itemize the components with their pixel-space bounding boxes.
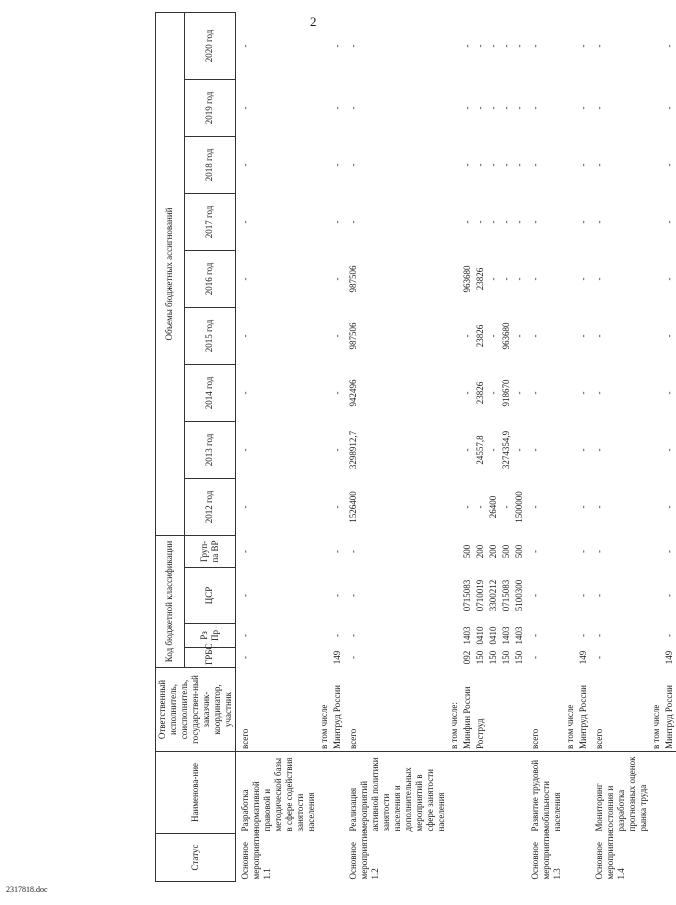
year-value-cell: -	[475, 220, 485, 224]
rz-pr-cell: -	[594, 634, 604, 637]
year-value-cell: 23826	[475, 324, 485, 348]
name-cell: Разработка нормативной правовой и методической базы в сфере содействия занятости населения	[240, 757, 316, 832]
name-cell	[331, 752, 344, 834]
csr-cell: 0710019	[475, 579, 485, 612]
status-cell	[500, 834, 513, 882]
year-value-cell: -	[488, 334, 498, 338]
year-value-cell: -	[530, 277, 540, 281]
year-value-cell: -	[488, 44, 498, 48]
csr-cell	[318, 568, 331, 624]
year-value-cell: -	[501, 163, 511, 167]
year-value-cell: -	[348, 44, 358, 48]
year-value-cell: -	[514, 391, 524, 395]
year-value-cell: -	[514, 220, 524, 224]
responsible-cell: Роструд	[474, 668, 487, 752]
year-value-cell: -	[578, 505, 588, 509]
year-value-cell: -	[664, 334, 674, 338]
year-value-cell	[318, 12, 331, 79]
grbs-cell: 149	[578, 650, 588, 665]
name-cell	[513, 752, 526, 834]
name-cell	[577, 752, 590, 834]
name-cell	[487, 752, 500, 834]
year-value-cell: -	[664, 391, 674, 395]
year-value-cell: -	[462, 163, 472, 167]
grbs-cell: 149	[332, 650, 342, 665]
year-value-cell: -	[501, 505, 511, 509]
table-row	[590, 12, 650, 881]
table-row	[474, 12, 487, 881]
name-cell	[318, 752, 331, 834]
year-value-cell	[650, 478, 663, 535]
year-value-cell: 963680	[501, 322, 511, 350]
status-cell	[513, 834, 526, 882]
responsible-cell: Минтруд России	[331, 668, 344, 752]
header-csr: ЦСР	[184, 568, 235, 624]
table-row	[448, 12, 461, 881]
header-year: 2020 год	[184, 12, 235, 79]
table-row	[331, 12, 344, 881]
vr-cell	[318, 535, 331, 567]
document-id: 2317818.doc	[6, 885, 48, 894]
grbs-cell: 150	[501, 650, 511, 665]
year-value-cell	[448, 136, 461, 193]
name-cell	[650, 752, 663, 834]
table-row	[500, 12, 513, 881]
rz-pr-cell: 1403	[462, 626, 472, 645]
year-value-cell	[650, 193, 663, 250]
year-value-cell: -	[332, 277, 342, 281]
year-value-cell: -	[664, 448, 674, 452]
vr-cell: 500	[462, 544, 472, 559]
table-row	[526, 12, 564, 881]
year-value-cell: 942496	[348, 379, 358, 407]
year-value-cell: -	[475, 163, 485, 167]
year-value-cell: -	[240, 505, 250, 509]
year-value-cell: 3274354,9	[501, 430, 511, 470]
csr-cell: -	[664, 594, 674, 597]
year-value-cell: -	[240, 106, 250, 110]
year-value-cell: -	[594, 106, 604, 110]
year-value-cell: -	[462, 334, 472, 338]
vr-cell	[448, 535, 461, 567]
year-value-cell	[564, 421, 577, 478]
year-value-cell: -	[578, 44, 588, 48]
year-value-cell	[318, 364, 331, 421]
vr-cell: 200	[488, 544, 498, 559]
year-value-cell	[564, 307, 577, 364]
header-volumes: Объемы бюджетных ассигнований	[156, 12, 185, 535]
header-year: 2019 год	[184, 79, 235, 136]
year-value-cell: -	[475, 106, 485, 110]
year-value-cell	[564, 478, 577, 535]
grbs-cell: -	[530, 656, 540, 659]
year-value-cell: -	[488, 106, 498, 110]
year-value-cell: 963680	[462, 265, 472, 293]
header-name: Наименова-ние	[156, 752, 236, 834]
header-status: Статус	[156, 834, 236, 882]
vr-cell: -	[578, 550, 588, 553]
year-value-cell: -	[488, 220, 498, 224]
grbs-cell	[564, 648, 577, 668]
year-value-cell	[448, 193, 461, 250]
responsible-cell: Минтруд России	[663, 668, 676, 752]
year-value-cell: -	[594, 277, 604, 281]
responsible-cell: всего	[236, 668, 319, 752]
year-value-cell	[318, 193, 331, 250]
status-cell	[487, 834, 500, 882]
name-cell	[663, 752, 676, 834]
year-value-cell: -	[594, 220, 604, 224]
header-year: 2017 год	[184, 193, 235, 250]
csr-cell: -	[332, 594, 342, 597]
year-value-cell: -	[578, 163, 588, 167]
year-value-cell	[448, 364, 461, 421]
name-cell: Мониторинг состояния и разработка прогнозных оценок рынка труда	[594, 756, 648, 832]
year-value-cell	[650, 250, 663, 307]
year-value-cell: 26400	[488, 495, 498, 519]
header-responsible: Ответственный исполнитель, соисполнитель, государствен-ный заказчик-координатор, участник	[156, 668, 236, 752]
year-value-cell: 23826	[475, 267, 485, 291]
name-cell	[564, 752, 577, 834]
year-value-cell: -	[475, 44, 485, 48]
year-value-cell: -	[488, 391, 498, 395]
year-value-cell: -	[240, 448, 250, 452]
year-value-cell: -	[501, 220, 511, 224]
year-value-cell: -	[530, 505, 540, 509]
grbs-cell: 150	[488, 650, 498, 665]
responsible-cell: Минфин России	[461, 668, 474, 752]
year-value-cell: -	[240, 277, 250, 281]
status-cell	[650, 834, 663, 882]
year-value-cell: -	[578, 448, 588, 452]
csr-cell: -	[530, 594, 540, 597]
rz-pr-cell	[564, 624, 577, 648]
responsible-cell: всего	[344, 668, 448, 752]
rz-pr-cell: -	[578, 634, 588, 637]
status-cell: Основное мероприятие 1.3	[530, 829, 562, 880]
responsible-cell: Минтруд России	[577, 668, 590, 752]
grbs-cell	[650, 648, 663, 668]
year-value-cell	[448, 250, 461, 307]
table-body	[236, 12, 676, 881]
year-value-cell: -	[664, 220, 674, 224]
year-value-cell	[564, 12, 577, 79]
year-value-cell: -	[530, 448, 540, 452]
year-value-cell: -	[240, 163, 250, 167]
rz-pr-cell: 0410	[488, 626, 498, 645]
name-cell: Реализация мероприятий активной политики занятости населения и дополнительных мероприятий в сфере занятости населения	[348, 757, 446, 832]
year-value-cell: -	[488, 163, 498, 167]
year-value-cell: -	[462, 391, 472, 395]
status-cell: Основное мероприятие 1.2	[348, 829, 380, 880]
rz-pr-cell: -	[664, 634, 674, 637]
table-row	[236, 12, 319, 881]
table-row	[344, 12, 448, 881]
year-value-cell: -	[462, 220, 472, 224]
table-row	[663, 12, 676, 881]
year-value-cell: -	[332, 163, 342, 167]
year-value-cell: 1500000	[514, 491, 524, 523]
grbs-cell: 150	[475, 650, 485, 665]
year-value-cell	[448, 421, 461, 478]
year-value-cell: -	[240, 220, 250, 224]
year-value-cell: -	[594, 163, 604, 167]
year-value-cell: -	[332, 334, 342, 338]
csr-cell: -	[578, 594, 588, 597]
year-value-cell: -	[475, 505, 485, 509]
year-value-cell: -	[332, 391, 342, 395]
year-value-cell: -	[332, 505, 342, 509]
year-value-cell: -	[530, 334, 540, 338]
responsible-cell	[487, 668, 500, 752]
year-value-cell: -	[332, 44, 342, 48]
budget-table	[155, 12, 676, 882]
year-value-cell: -	[488, 277, 498, 281]
year-value-cell: -	[530, 391, 540, 395]
year-value-cell: -	[594, 505, 604, 509]
year-value-cell	[448, 12, 461, 79]
status-cell	[448, 834, 461, 882]
year-value-cell	[650, 12, 663, 79]
year-value-cell: -	[348, 163, 358, 167]
year-value-cell	[564, 79, 577, 136]
year-value-cell: -	[664, 505, 674, 509]
header-year: 2014 год	[184, 364, 235, 421]
year-value-cell: -	[664, 163, 674, 167]
name-cell	[461, 752, 474, 834]
year-value-cell	[318, 478, 331, 535]
grbs-cell: -	[348, 656, 358, 659]
year-value-cell: -	[530, 163, 540, 167]
year-value-cell	[318, 136, 331, 193]
rz-pr-cell: -	[530, 634, 540, 637]
year-value-cell	[650, 79, 663, 136]
year-value-cell: -	[348, 106, 358, 110]
responsible-cell: всего	[526, 668, 564, 752]
responsible-cell: всего	[590, 668, 650, 752]
year-value-cell	[650, 136, 663, 193]
rz-pr-cell: -	[348, 634, 358, 637]
csr-cell: -	[240, 594, 250, 597]
table-row	[564, 12, 577, 881]
year-value-cell: -	[578, 391, 588, 395]
status-cell	[663, 834, 676, 882]
responsible-cell: в том числе	[318, 668, 331, 752]
rz-pr-cell: -	[240, 634, 250, 637]
year-value-cell: -	[594, 334, 604, 338]
csr-cell: 3300212	[488, 579, 498, 612]
header-vr: Груп-па ВР	[184, 535, 235, 567]
grbs-cell: 150	[514, 650, 524, 665]
year-value-cell: -	[578, 277, 588, 281]
year-value-cell: -	[501, 277, 511, 281]
year-value-cell: 987506	[348, 265, 358, 293]
vr-cell: -	[530, 550, 540, 553]
year-value-cell	[318, 307, 331, 364]
rz-pr-cell: 1403	[514, 626, 524, 645]
vr-cell: 500	[501, 544, 511, 559]
year-value-cell	[650, 364, 663, 421]
header-grbs: ГРБС	[184, 648, 235, 668]
rz-pr-cell: 1403	[501, 626, 511, 645]
year-value-cell: -	[501, 44, 511, 48]
rz-pr-cell	[650, 624, 663, 648]
year-value-cell: -	[332, 220, 342, 224]
year-value-cell: 24557,8	[475, 435, 485, 465]
vr-cell	[650, 535, 663, 567]
csr-cell: -	[348, 594, 358, 597]
year-value-cell: -	[578, 220, 588, 224]
year-value-cell	[448, 307, 461, 364]
header-budget-code: Код бюджетной классификации	[156, 535, 185, 667]
year-value-cell: -	[530, 220, 540, 224]
year-value-cell: -	[578, 334, 588, 338]
status-cell	[474, 834, 487, 882]
csr-cell: 0715083	[462, 579, 472, 612]
grbs-cell: -	[594, 656, 604, 659]
year-value-cell	[650, 421, 663, 478]
grbs-cell: -	[240, 656, 250, 659]
year-value-cell	[318, 79, 331, 136]
rz-pr-cell: 0410	[475, 626, 485, 645]
year-value-cell: -	[664, 277, 674, 281]
year-value-cell: 1526400	[348, 491, 358, 523]
year-value-cell	[318, 250, 331, 307]
vr-cell: -	[348, 550, 358, 553]
status-cell	[564, 834, 577, 882]
vr-cell: -	[240, 550, 250, 553]
table-row	[487, 12, 500, 881]
csr-cell	[650, 568, 663, 624]
csr-cell	[564, 568, 577, 624]
year-value-cell	[564, 364, 577, 421]
year-value-cell: -	[530, 44, 540, 48]
name-cell	[500, 752, 513, 834]
header-year: 2018 год	[184, 136, 235, 193]
year-value-cell: -	[462, 44, 472, 48]
page-number: 2	[310, 14, 317, 29]
grbs-cell	[448, 648, 461, 668]
year-value-cell: 918670	[501, 379, 511, 407]
header-year: 2015 год	[184, 307, 235, 364]
table-row	[461, 12, 474, 881]
year-value-cell: -	[514, 163, 524, 167]
header-year: 2016 год	[184, 250, 235, 307]
responsible-cell	[513, 668, 526, 752]
vr-cell: 500	[514, 544, 524, 559]
year-value-cell: -	[514, 106, 524, 110]
year-value-cell: 3298912,7	[348, 430, 358, 470]
status-cell	[318, 834, 331, 882]
year-value-cell: -	[501, 106, 511, 110]
year-value-cell: -	[514, 277, 524, 281]
year-value-cell: -	[594, 44, 604, 48]
year-value-cell: -	[488, 448, 498, 452]
rotated-table-container	[155, 17, 674, 882]
year-value-cell: -	[240, 391, 250, 395]
year-value-cell: -	[348, 220, 358, 224]
year-value-cell: -	[462, 106, 472, 110]
grbs-cell	[318, 648, 331, 668]
responsible-cell: в том числе	[564, 668, 577, 752]
year-value-cell: -	[332, 106, 342, 110]
year-value-cell	[318, 421, 331, 478]
name-cell	[448, 752, 461, 834]
year-value-cell: -	[240, 334, 250, 338]
responsible-cell: в том числе:	[448, 668, 461, 752]
csr-cell: -	[594, 594, 604, 597]
year-value-cell: -	[594, 448, 604, 452]
header-year: 2013 год	[184, 421, 235, 478]
csr-cell: 0715083	[501, 579, 511, 612]
table-row	[577, 12, 590, 881]
vr-cell: -	[332, 550, 342, 553]
vr-cell: -	[664, 550, 674, 553]
rz-pr-cell	[448, 624, 461, 648]
grbs-cell: 092	[462, 650, 472, 665]
header-year: 2012 год	[184, 478, 235, 535]
year-value-cell: -	[240, 44, 250, 48]
year-value-cell: -	[514, 448, 524, 452]
year-value-cell: -	[530, 106, 540, 110]
year-value-cell	[650, 307, 663, 364]
year-value-cell	[564, 250, 577, 307]
year-value-cell: -	[462, 505, 472, 509]
year-value-cell	[448, 478, 461, 535]
vr-cell: -	[594, 550, 604, 553]
year-value-cell: -	[578, 106, 588, 110]
year-value-cell: -	[514, 44, 524, 48]
vr-cell	[564, 535, 577, 567]
rz-pr-cell	[318, 624, 331, 648]
status-cell	[331, 834, 344, 882]
status-cell: Основное мероприятие 1.1	[240, 829, 272, 880]
table-row	[650, 12, 663, 881]
year-value-cell	[564, 193, 577, 250]
year-value-cell: -	[664, 44, 674, 48]
year-value-cell: -	[514, 334, 524, 338]
name-cell: Развитие трудовой мобильности населения	[530, 759, 562, 832]
year-value-cell: 23826	[475, 381, 485, 405]
responsible-cell	[500, 668, 513, 752]
year-value-cell: -	[594, 391, 604, 395]
year-value-cell: -	[462, 448, 472, 452]
header-rz-pr: Рз Пр	[184, 624, 235, 648]
table-row	[318, 12, 331, 881]
grbs-cell: 149	[664, 650, 674, 665]
status-cell	[577, 834, 590, 882]
table-row	[513, 12, 526, 881]
rz-pr-cell: -	[332, 634, 342, 637]
status-cell: Основное мероприятие 1.4	[594, 829, 626, 880]
year-value-cell	[564, 136, 577, 193]
year-value-cell	[448, 79, 461, 136]
responsible-cell: в том числе	[650, 668, 663, 752]
csr-cell	[448, 568, 461, 624]
year-value-cell: -	[332, 448, 342, 452]
status-cell	[461, 834, 474, 882]
year-value-cell: -	[664, 106, 674, 110]
vr-cell: 200	[475, 544, 485, 559]
year-value-cell: 987506	[348, 322, 358, 350]
name-cell	[474, 752, 487, 834]
csr-cell: 5100300	[514, 579, 524, 612]
